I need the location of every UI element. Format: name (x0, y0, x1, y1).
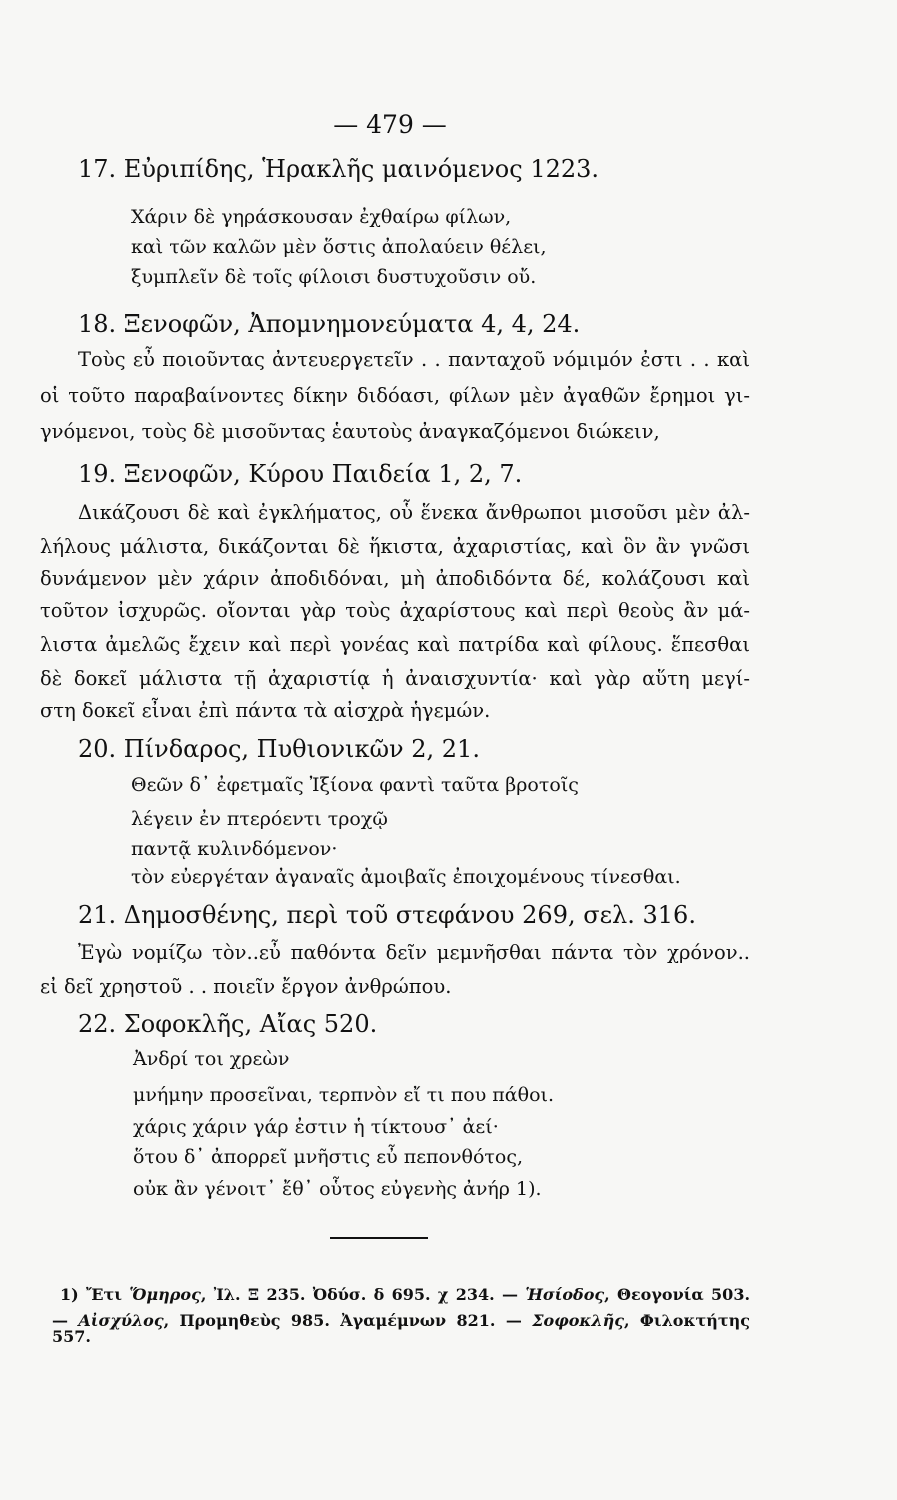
footnote-author: Σοφοκλῆς (532, 1311, 624, 1330)
page-number: — 479 — (333, 110, 447, 139)
section-heading-21: 21. Δημοσθένης, περὶ τοῦ στεφάνου 269, σελ. 316. (78, 901, 696, 929)
prose-line: Δικάζουσι δὲ καὶ ἐγκλήματος, οὗ ἕνεκα ἄνθρωποι μισοῦσι μὲν ἀλ- (78, 501, 750, 524)
section-heading-18: 18. Ξενοφῶν, Ἀπομνημονεύματα 4, 4, 24. (78, 310, 581, 338)
prose-line: στη δοκεῖ εἶναι ἐπὶ πάντα τὰ αἰσχρὰ ἡγεμών. (40, 699, 491, 722)
verse-line: τὸν εὐεργέταν ἀγαναῖς ἀμοιβαῖς ἐποιχομένους τίνεσθαι. (131, 866, 681, 888)
footnote-text: , Φιλοκτήτης 557. (52, 1311, 750, 1346)
footnote-line (52, 1313, 750, 1345)
prose-line: λήλους μάλιστα, δικάζονται δὲ ἥκιστα, ἀχαριστίας, καὶ ὃν ἂν γνῶσι (40, 535, 750, 558)
verse-line: Ἀνδρί τοι χρεὼν (133, 1048, 290, 1070)
prose-line: Ἐγὼ νομίζω τὸν..εὖ παθόντα δεῖν μεμνῆσθαι πάντα τὸν χρόνον.. (78, 941, 750, 964)
prose-line: εἰ δεῖ χρηστοῦ . . ποιεῖν ἔργον ἀνθρώπου. (40, 975, 452, 998)
footnote-text: 1) Ἔτι (60, 1285, 130, 1304)
verse-line: χάρις χάριν γάρ ἐστιν ἡ τίκτουσ᾽ ἀεί· (133, 1116, 499, 1138)
section-heading-17: 17. Εὐριπίδης, Ἡρακλῆς μαινόμενος 1223. (78, 155, 600, 183)
verse-line: καὶ τῶν καλῶν μὲν ὅστις ἀπολαύειν θέλει, (131, 236, 547, 258)
prose-line: λιστα ἀμελῶς ἔχειν καὶ περὶ γονέας καὶ πατρίδα καὶ φίλους. ἕπεσθαι (40, 633, 750, 656)
verse-line: λέγειν ἐν πτερόεντι τροχῷ (131, 808, 388, 830)
verse-line: ὅτου δ᾽ ἀπορρεῖ μνῆστις εὖ πεπονθότος, (133, 1146, 524, 1168)
footnote-text: — (52, 1311, 79, 1330)
verse-line: Θεῶν δ᾽ ἐφετμαῖς Ἰξίονα φαντὶ ταῦτα βροτοῖς (131, 774, 579, 796)
footnote-text: , Θεογονία 503. (604, 1285, 751, 1304)
prose-line: γνόμενοι, τοὺς δὲ μισοῦντας ἑαυτοὺς ἀναγκαζόμενοι διώκειν, (40, 420, 660, 443)
prose-line: Τοὺς εὖ ποιοῦντας ἀντευεργετεῖν . . πανταχοῦ νόμιμόν ἐστι . . καὶ (78, 348, 750, 371)
verse-line: μνήμην προσεῖναι, τερπνὸν εἴ τι που πάθοι. (133, 1084, 554, 1106)
footnote-author: Αἰσχύλος (78, 1311, 164, 1330)
footnote-text: , Προμηθεὺς 985. Ἀγαμέμνων 821. — (163, 1311, 533, 1330)
footnote-divider (330, 1237, 428, 1239)
verse-line: παντᾷ κυλινδόμενον· (131, 838, 338, 860)
prose-line: οἱ τοῦτο παραβαίνοντες δίκην διδόασι, φίλων μὲν ἀγαθῶν ἔρημοι γι- (40, 384, 750, 407)
footnote-author: Ὅμηρος (129, 1285, 201, 1304)
section-heading-22: 22. Σοφοκλῆς, Αἴας 520. (78, 1010, 378, 1038)
section-heading-20: 20. Πίνδαρος, Πυθιονικῶν 2, 21. (78, 735, 480, 763)
verse-line: ξυμπλεῖν δὲ τοῖς φίλοισι δυστυχοῦσιν οὔ. (131, 266, 537, 288)
footnote-author: Ἡσίοδος (525, 1285, 605, 1304)
footnote-line (60, 1287, 750, 1303)
prose-line: δὲ δοκεῖ μάλιστα τῇ ἀχαριστίᾳ ἡ ἀναισχυντία· καὶ γὰρ αὕτη μεγί- (40, 667, 750, 690)
verse-line: Χάριν δὲ γηράσκουσαν ἐχθαίρω φίλων, (131, 206, 512, 228)
prose-line: δυνάμενον μὲν χάριν ἀποδιδόναι, μὴ ἀποδιδόντα δέ, κολάζουσι καὶ (40, 567, 750, 590)
footnote-text: , Ἰλ. Ξ 235. Ὀδύσ. δ 695. χ 234. — (200, 1285, 526, 1304)
prose-line: τοῦτον ἰσχυρῶς. οἴονται γὰρ τοὺς ἀχαρίστους καὶ περὶ θεοὺς ἂν μά- (40, 599, 750, 622)
verse-line: οὐκ ἂν γένοιτ᾽ ἔθ᾽ οὗτος εὐγενὴς ἀνήρ 1). (133, 1178, 542, 1200)
section-heading-19: 19. Ξενοφῶν, Κύρου Παιδεία 1, 2, 7. (78, 460, 523, 488)
